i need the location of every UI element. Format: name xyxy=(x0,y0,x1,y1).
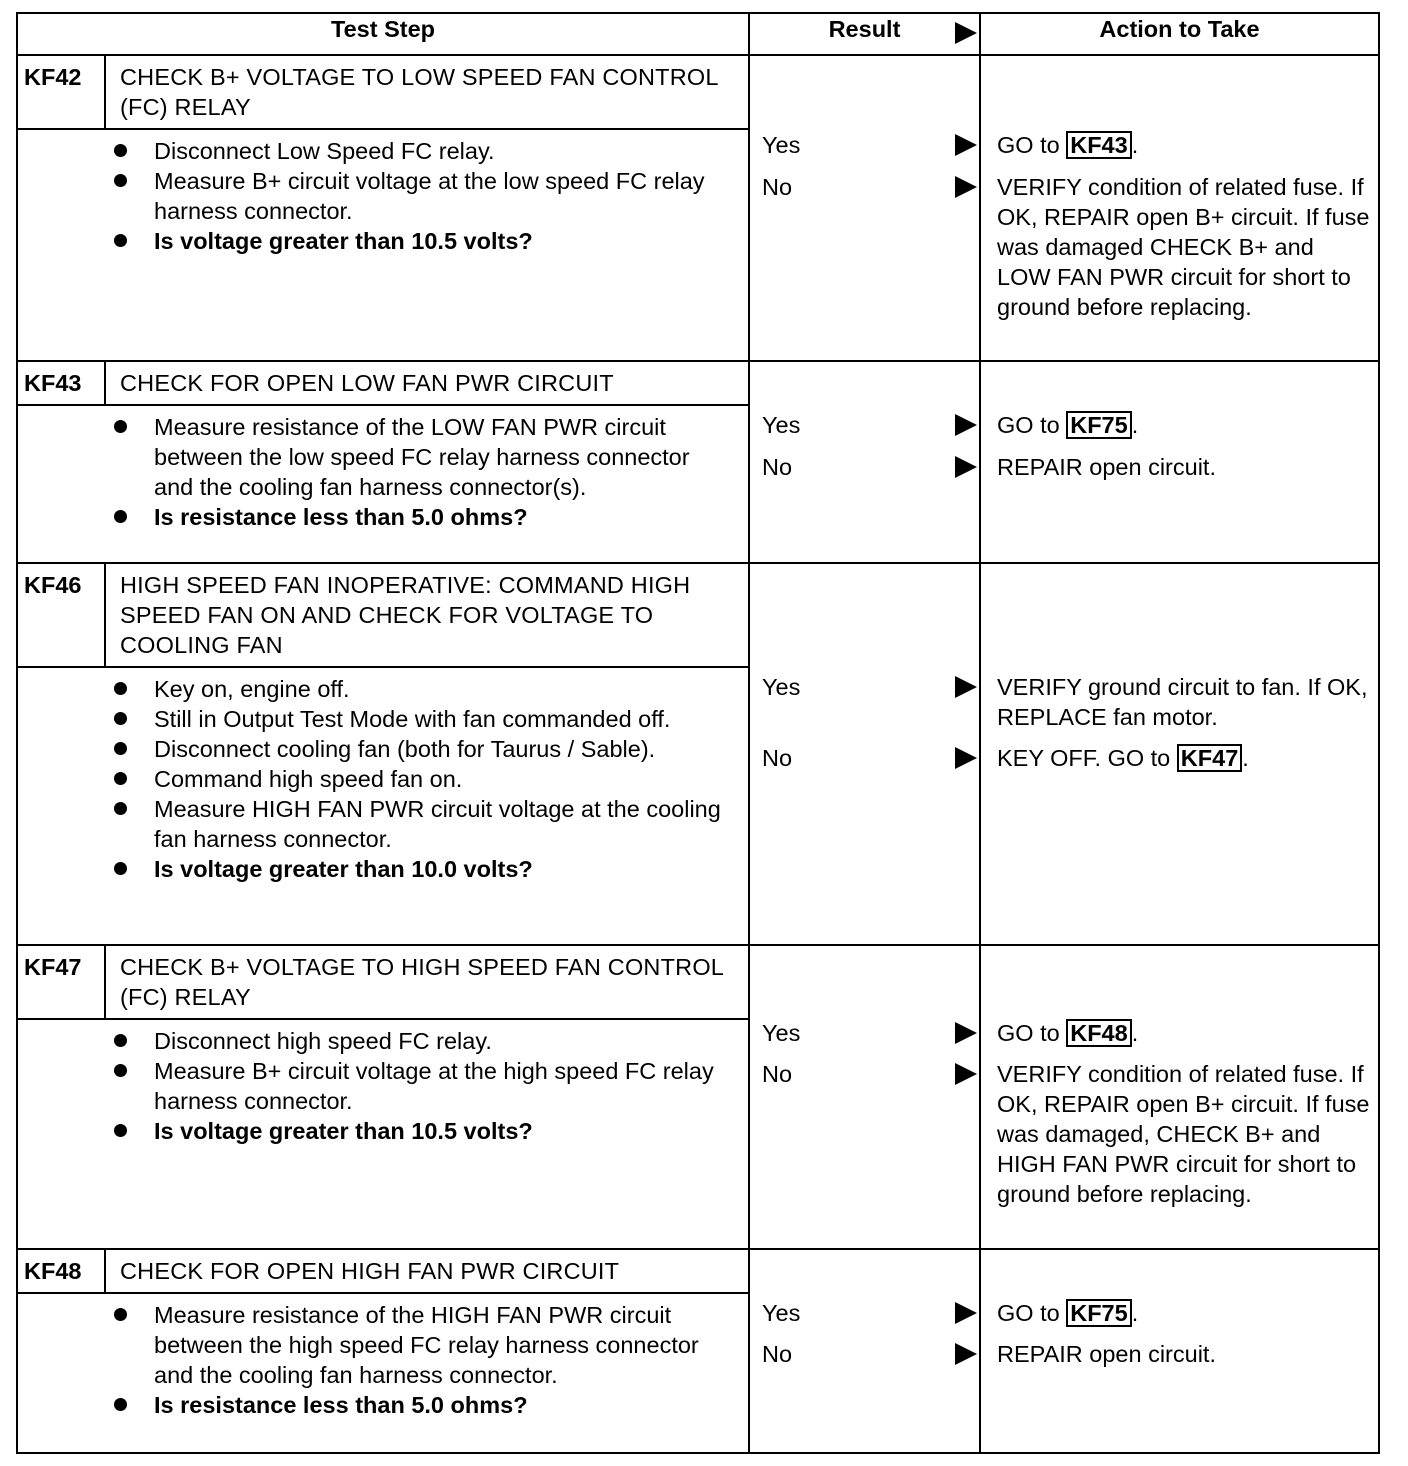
arrow-right-icon xyxy=(955,1063,977,1085)
test-step-row xyxy=(17,1249,1379,1453)
result-cell xyxy=(749,563,980,945)
action-text xyxy=(997,172,1372,322)
action-text xyxy=(997,452,1372,482)
action-instruction: KEY OFF. GO to xyxy=(997,745,1177,771)
step-instruction: Measure B+ circuit voltage at the high speed FC relay harness connector. xyxy=(18,1056,728,1116)
action-instruction: GO to xyxy=(997,1020,1067,1046)
action-punctuation: . xyxy=(1131,1020,1139,1046)
test-step-cell xyxy=(17,55,749,361)
test-step-cell xyxy=(17,1249,749,1453)
action-instruction: GO to xyxy=(997,1300,1067,1326)
step-instructions xyxy=(18,668,748,890)
step-header xyxy=(18,1250,748,1294)
action-punctuation: . xyxy=(1131,1300,1139,1326)
test-step-row xyxy=(17,361,1379,563)
diagnostic-page xyxy=(16,12,1378,1454)
step-reference-link[interactable]: KF75 xyxy=(1066,1299,1131,1327)
pinpoint-test-table xyxy=(16,12,1380,1454)
result-label: Yes xyxy=(762,412,801,438)
step-instructions xyxy=(18,1020,748,1152)
step-reference-link[interactable]: KF43 xyxy=(1066,131,1131,159)
result-label: Yes xyxy=(762,674,801,700)
action-text xyxy=(997,672,1372,732)
step-id: KF43 xyxy=(18,362,106,404)
arrow-right-icon xyxy=(955,1302,977,1324)
step-instruction: Key on, engine off. xyxy=(18,674,728,704)
header-result xyxy=(749,13,980,55)
action-text xyxy=(997,1339,1372,1369)
step-header xyxy=(18,946,748,1020)
result-option xyxy=(762,1298,979,1328)
header-test-step: Test Step xyxy=(17,13,749,55)
result-label: No xyxy=(762,1341,793,1367)
step-instruction: Command high speed fan on. xyxy=(18,764,728,794)
action-instruction: VERIFY condition of related fuse. If OK, REPAIR open B+ circuit. If fuse was damaged CHECK B+ and LOW FAN PWR circuit for short to ground before replacing. xyxy=(997,174,1370,320)
action-punctuation: . xyxy=(1131,412,1139,438)
test-step-row xyxy=(17,563,1379,945)
result-label: No xyxy=(762,454,793,480)
result-cell xyxy=(749,361,980,563)
step-instructions xyxy=(18,130,748,262)
step-title: HIGH SPEED FAN INOPERATIVE: COMMAND HIGH SPEED FAN ON AND CHECK FOR VOLTAGE TO COOLING FAN xyxy=(120,572,691,658)
result-label: No xyxy=(762,1061,793,1087)
action-instruction: GO to xyxy=(997,132,1067,158)
test-step-rows xyxy=(17,55,1379,1453)
step-id: KF47 xyxy=(18,946,106,1018)
step-instructions xyxy=(18,406,748,538)
result-label: No xyxy=(762,174,793,200)
action-cell xyxy=(980,55,1379,361)
result-option xyxy=(762,1339,979,1369)
action-instruction: GO to xyxy=(997,412,1067,438)
step-title: CHECK B+ VOLTAGE TO HIGH SPEED FAN CONTROL (FC) RELAY xyxy=(120,954,724,1010)
result-cell xyxy=(749,945,980,1249)
action-cell xyxy=(980,563,1379,945)
step-instruction: Disconnect high speed FC relay. xyxy=(18,1026,728,1056)
header-action: Action to Take xyxy=(980,13,1379,55)
step-header xyxy=(18,362,748,406)
arrow-right-icon xyxy=(955,1022,977,1044)
step-question: Is resistance less than 5.0 ohms? xyxy=(18,1390,728,1420)
test-step-row xyxy=(17,55,1379,361)
header-row xyxy=(17,13,1379,55)
action-punctuation: . xyxy=(1242,745,1249,771)
action-instruction: VERIFY condition of related fuse. If OK, REPAIR open B+ circuit. If fuse was damaged, CHECK B+ and HIGH FAN PWR circuit for short to ground before replacing. xyxy=(997,1061,1370,1207)
test-step-cell xyxy=(17,945,749,1249)
result-label: Yes xyxy=(762,132,801,158)
action-instruction: VERIFY ground circuit to fan. If OK, REPLACE fan motor. xyxy=(997,674,1368,730)
step-instruction: Measure resistance of the HIGH FAN PWR circuit between the high speed FC relay harness connector and the cooling fan harness connector. xyxy=(18,1300,728,1390)
result-label: Yes xyxy=(762,1020,801,1046)
step-title: CHECK FOR OPEN LOW FAN PWR CIRCUIT xyxy=(120,370,614,396)
action-punctuation: . xyxy=(1131,132,1139,158)
result-label: No xyxy=(762,745,793,771)
step-reference-link[interactable]: KF48 xyxy=(1066,1019,1131,1047)
action-instruction: REPAIR open circuit. xyxy=(997,1341,1216,1367)
arrow-right-icon xyxy=(955,22,977,44)
arrow-right-icon xyxy=(955,176,977,198)
step-header xyxy=(18,564,748,668)
step-instruction: Measure B+ circuit voltage at the low speed FC relay harness connector. xyxy=(18,166,728,226)
action-instruction: REPAIR open circuit. xyxy=(997,454,1216,480)
header-result-label: Result xyxy=(828,16,901,42)
step-title: CHECK B+ VOLTAGE TO LOW SPEED FAN CONTROL (FC) RELAY xyxy=(120,64,718,120)
arrow-right-icon xyxy=(955,414,977,436)
result-option xyxy=(762,672,979,702)
arrow-right-icon xyxy=(955,134,977,156)
result-option xyxy=(762,743,979,773)
step-question: Is voltage greater than 10.5 volts? xyxy=(18,1116,728,1146)
result-label: Yes xyxy=(762,1300,801,1326)
action-text xyxy=(997,743,1372,773)
step-question: Is resistance less than 5.0 ohms? xyxy=(18,502,728,532)
action-text xyxy=(997,130,1372,160)
action-text xyxy=(997,1018,1372,1048)
step-header xyxy=(18,56,748,130)
step-question: Is voltage greater than 10.5 volts? xyxy=(18,226,728,256)
result-cell xyxy=(749,1249,980,1453)
arrow-right-icon xyxy=(955,747,977,769)
result-option xyxy=(762,1018,979,1048)
result-option xyxy=(762,130,979,160)
test-step-cell xyxy=(17,361,749,563)
result-option xyxy=(762,452,979,482)
result-option xyxy=(762,172,979,202)
action-cell xyxy=(980,1249,1379,1453)
result-option xyxy=(762,1059,979,1089)
arrow-right-icon xyxy=(955,676,977,698)
action-cell xyxy=(980,945,1379,1249)
step-id: KF42 xyxy=(18,56,106,128)
action-text xyxy=(997,410,1372,440)
action-text xyxy=(997,1059,1372,1209)
action-cell xyxy=(980,361,1379,563)
step-instruction: Still in Output Test Mode with fan commanded off. xyxy=(18,704,728,734)
step-instruction: Disconnect Low Speed FC relay. xyxy=(18,136,728,166)
step-title: CHECK FOR OPEN HIGH FAN PWR CIRCUIT xyxy=(120,1258,620,1284)
result-option xyxy=(762,410,979,440)
step-instruction: Disconnect cooling fan (both for Taurus / Sable). xyxy=(18,734,728,764)
step-instructions xyxy=(18,1294,748,1426)
arrow-right-icon xyxy=(955,456,977,478)
test-step-row xyxy=(17,945,1379,1249)
step-question: Is voltage greater than 10.0 volts? xyxy=(18,854,728,884)
step-reference-link[interactable]: KF75 xyxy=(1066,411,1131,439)
action-text xyxy=(997,1298,1372,1328)
arrow-right-icon xyxy=(955,1343,977,1365)
result-cell xyxy=(749,55,980,361)
step-id: KF46 xyxy=(18,564,106,666)
step-id: KF48 xyxy=(18,1250,106,1292)
step-instruction: Measure HIGH FAN PWR circuit voltage at the cooling fan harness connector. xyxy=(18,794,728,854)
step-reference-link[interactable]: KF47 xyxy=(1177,744,1242,772)
step-instruction: Measure resistance of the LOW FAN PWR circuit between the low speed FC relay harness connector and the cooling fan harness connector(s). xyxy=(18,412,728,502)
test-step-cell xyxy=(17,563,749,945)
